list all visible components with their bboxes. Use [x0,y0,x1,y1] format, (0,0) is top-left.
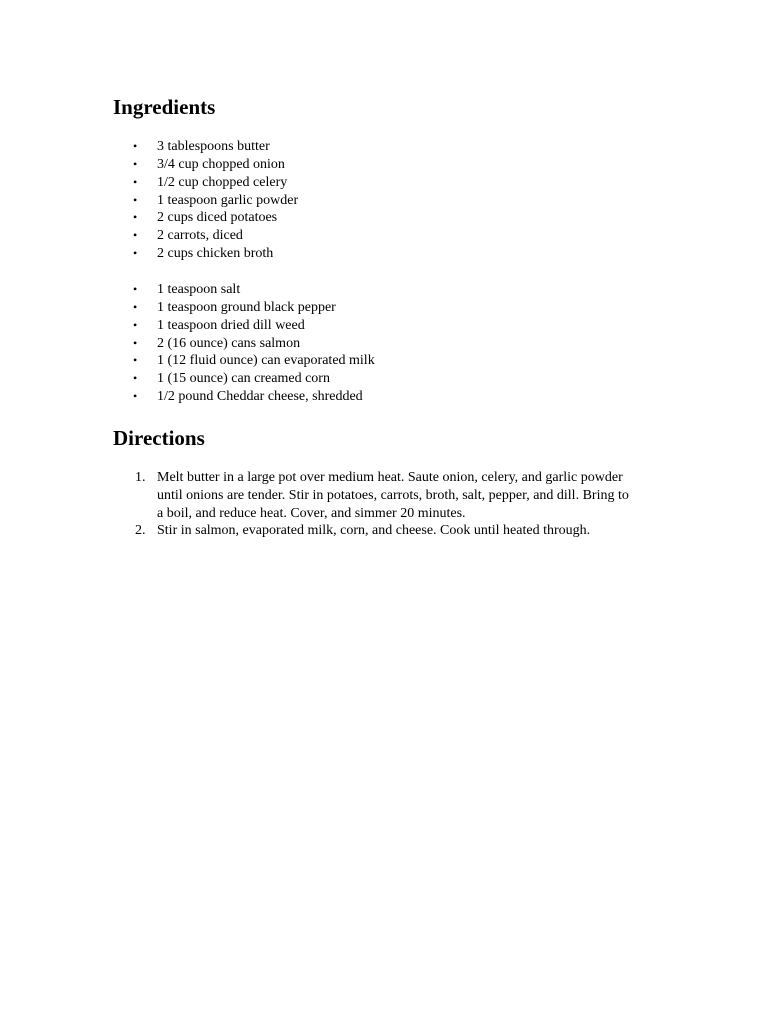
step-text: Stir in salmon, evaporated milk, corn, and cheese. Cook until heated through. [157,523,591,539]
bullet-icon: • [133,210,138,225]
ingredient-item: • 1 teaspoon garlic powder [133,192,299,208]
ingredient-item: • 1 teaspoon salt [133,282,241,297]
directions-list [0,469,637,540]
ingredient-item: • 1 (12 fluid ounce) can evaporated milk [133,353,375,369]
ingredient-item: • 3 tablespoons butter [133,139,270,154]
ingredient-item: • 1/2 pound Cheddar cheese, shredded [133,389,363,405]
ingredient-item: • 1/2 cup chopped celery [133,174,288,190]
ingredients-list-2 [0,281,375,406]
bullet-icon: • [133,156,138,171]
bullet-icon: • [133,317,138,332]
bullet-icon: • [133,335,138,350]
bullet-icon: • [133,389,138,404]
ingredients-list-1 [0,138,298,263]
direction-step [0,522,637,540]
bullet-icon: • [133,282,138,296]
bullet-icon: • [133,139,138,153]
ingredients-heading: Ingredients [113,95,216,119]
ingredient-item: • 1 teaspoon ground black pepper [133,299,336,315]
bullet-icon: • [133,246,138,261]
ingredient-item: • 2 cups chicken broth [133,246,274,262]
bullet-icon: • [133,371,138,386]
ingredient-item: • 3/4 cup chopped onion [133,156,285,172]
ingredient-item: • 2 cups diced potatoes [133,210,278,226]
step-number: 1. [135,470,146,485]
bullet-icon: • [133,192,138,207]
ingredient-item: • 1 (15 ounce) can creamed corn [133,371,330,387]
bullet-icon: • [133,353,138,368]
step-number: 2. [135,523,146,539]
bullet-icon: • [133,299,138,314]
ingredient-item: • 2 carrots, diced [133,228,243,244]
bullet-icon: • [133,228,138,243]
ingredient-item: • 1 teaspoon dried dill weed [133,317,305,333]
bullet-icon: • [133,174,138,189]
directions-heading: Directions [113,426,205,450]
ingredient-item: • 2 (16 ounce) cans salmon [133,335,301,351]
direction-step [0,469,637,522]
step-text: Melt butter in a large pot over medium heat. Saute onion, celery, and garlic powder until onions are tender. Stir in potatoes, carrots, broth, salt, pepper, and dill. Bring to a boil, and reduce heat. Cover, and simmer 20 minutes. [157,470,629,521]
